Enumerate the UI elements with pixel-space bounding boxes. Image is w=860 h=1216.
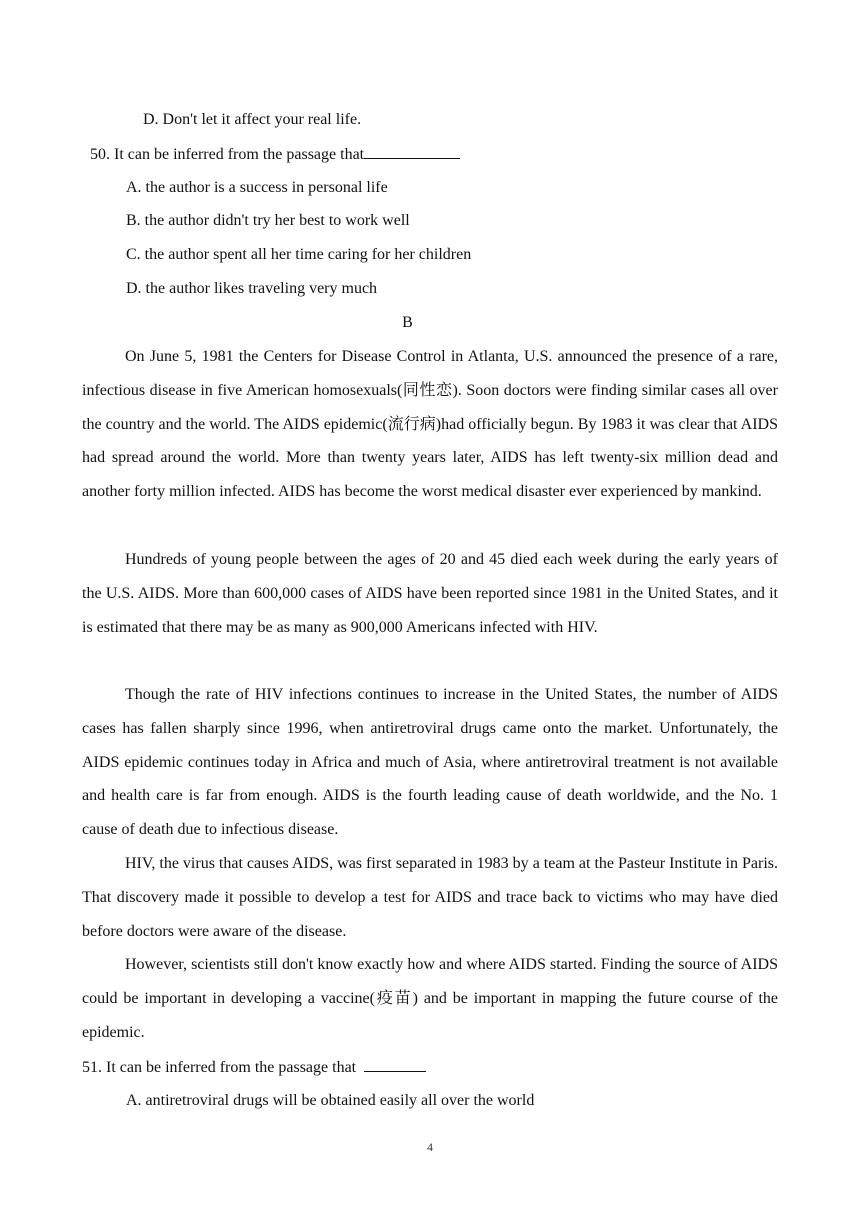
passage-paragraph-4: HIV, the virus that causes AIDS, was first separated in 1983 by a team at the Pasteur Institute in Paris. That discovery made it possible to develop a test for AIDS and trace back to victims who may have died before doctors were aware of the disease.: [82, 855, 778, 940]
q50-option-d: D. the author likes traveling very much: [126, 280, 378, 297]
q51-stem: 51. It can be inferred from the passage that: [82, 1059, 357, 1076]
passage-paragraph-2: Hundreds of young people between the ages of 20 and 45 died each week during the early years of the U.S. AIDS. More than 600,000 cases of AIDS have been reported since 1981 in the United States, and it is estimated that there may be as many as 900,000 Americans infected with HIV.: [82, 551, 778, 636]
q49-option-d: D. Don't let it affect your real life.: [143, 111, 362, 128]
passage-paragraph-1: On June 5, 1981 the Centers for Disease Control in Atlanta, U.S. announced the presence of a rare, infectious disease in five American homosexuals(同性恋). Soon doctors were finding similar cases all over the country and the world. The AIDS epidemic(流行病)had officially begun. By 1983 it was clear that AIDS had spread around the world. More than twenty years later, AIDS has left twenty-six million dead and another forty million infected. AIDS has become the worst medical disaster ever experienced by mankind.: [82, 348, 778, 501]
section-label: B: [402, 314, 413, 331]
passage-paragraph-3: Though the rate of HIV infections continues to increase in the United States, the number of AIDS cases has fallen sharply since 1996, when antiretroviral drugs came onto the market. Unfortunately, the AIDS epidemic continues today in Africa and much of Asia, where antiretroviral treatment is not available and health care is far from enough. AIDS is the fourth leading cause of death worldwide, and the No. 1 cause of death due to infectious disease.: [82, 686, 778, 839]
q51-question: [82, 1057, 426, 1078]
q50-option-b: B. the author didn't try her best to work well: [126, 212, 410, 229]
q50-stem: 50. It can be inferred from the passage that: [90, 146, 365, 163]
answer-blank: [364, 144, 460, 159]
q50-option-a: A. the author is a success in personal life: [126, 179, 388, 196]
page-number: 4: [427, 1140, 433, 1154]
q50-option-c: C. the author spent all her time caring for her children: [126, 246, 472, 263]
passage-paragraph-5: However, scientists still don't know exactly how and where AIDS started. Finding the source of AIDS could be important in developing a vaccine(疫苗) and be important in mapping the future course of the epidemic.: [82, 956, 778, 1041]
answer-blank: [364, 1057, 426, 1072]
q50-question: [90, 144, 460, 165]
q51-option-a: A. antiretroviral drugs will be obtained easily all over the world: [126, 1092, 535, 1109]
